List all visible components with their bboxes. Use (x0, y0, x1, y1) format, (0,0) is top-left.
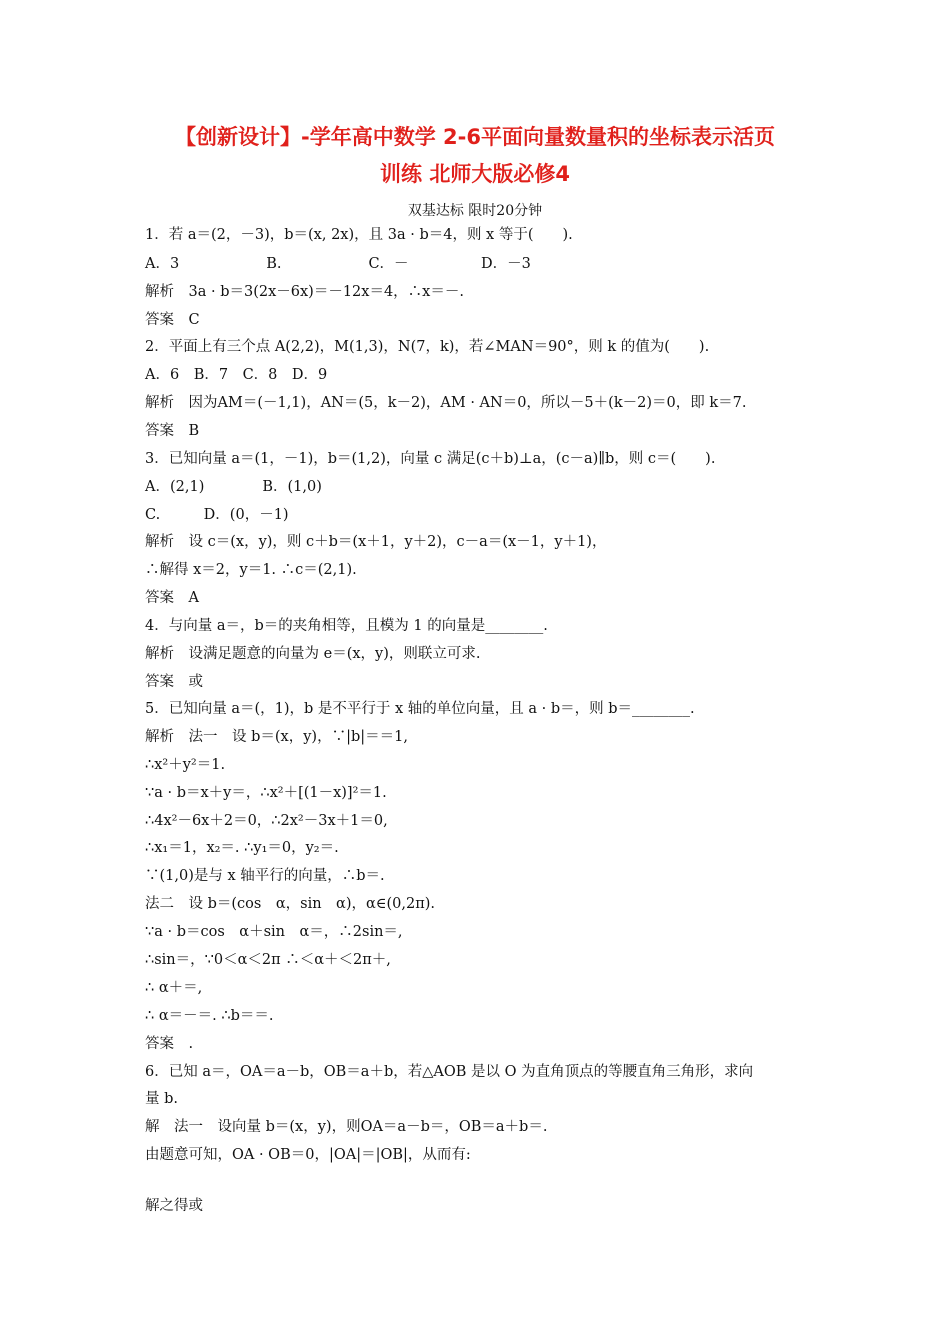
text-line: 解 法一 设向量 b＝(x，y)，则OA＝a－b＝，OB＝a＋b＝. (145, 1119, 548, 1135)
text-line: C. D．(0，－1) (145, 507, 289, 523)
text-line: ∵(1,0)是与 x 轴平行的向量，∴b＝. (145, 868, 385, 884)
text-line: A．3 B. C．－ D．－3 (145, 256, 531, 272)
text-line: 解析 法一 设 b＝(x，y)，∵|b|＝＝1, (145, 729, 408, 745)
text-line: 解析 设 c＝(x，y)，则 c＋b＝(x＋1，y＋2)，c－a＝(x－1，y＋1)， (145, 534, 607, 550)
text-line: 5．已知向量 a＝(，1)，b 是不平行于 x 轴的单位向量，且 a · b＝，则 b＝________. (145, 701, 695, 717)
text-line: 由题意可知，OA · OB＝0，|OA|＝|OB|，从而有: (145, 1147, 471, 1163)
text-line: 解析 3a · b＝3(2x－6x)＝－12x＝4，∴x＝－. (145, 284, 464, 300)
text-line: 答案 或 (145, 674, 203, 690)
text-line: ∴ α＋＝, (145, 980, 203, 996)
text-line: 2．平面上有三个点 A(2,2)，M(1,3)，N(7，k)，若∠MAN＝90°，则 k 的值为( ). (145, 339, 710, 355)
text-line: ∴x₁＝1，x₂＝. ∴y₁＝0，y₂＝. (145, 840, 339, 856)
text-line: 解析 设满足题意的向量为 e＝(x，y)，则联立可求. (145, 646, 481, 662)
text-line: 答案 B (145, 423, 200, 439)
text-line: A．6 B．7 C．8 D．9 (145, 367, 328, 383)
text-line: 3．已知向量 a＝(1，－1)，b＝(1,2)，向量 c 满足(c＋b)⊥a，(c－a)∥b，则 c＝( ). (145, 451, 716, 467)
document-subtitle: 双基达标 限时20分钟 (407, 203, 543, 219)
document-title-line-1: 【创新设计】-学年高中数学 2-6平面向量数量积的坐标表示活页 (175, 125, 775, 149)
text-line: 法二 设 b＝(cos α，sin α)，α∈(0,2π). (145, 896, 436, 912)
text-line: 量 b. (145, 1091, 179, 1107)
text-line: A．(2,1) B．(1,0) (145, 479, 322, 495)
text-line: 答案 A (145, 590, 199, 606)
text-line: 4．与向量 a＝，b＝的夹角相等，且模为 1 的向量是________. (145, 618, 548, 634)
text-line: ∴sin＝，∵0＜α＜2π ∴＜α＋＜2π＋, (145, 952, 391, 968)
text-line: 1．若 a＝(2，－3)，b＝(x, 2x)，且 3a · b＝4，则 x 等于( ). (145, 227, 573, 243)
text-line: ∴解得 x＝2，y＝1. ∴c＝(2,1). (145, 562, 357, 578)
text-line: ∴4x²－6x＋2＝0，∴2x²－3x＋1＝0, (145, 813, 388, 829)
text-line: 答案 . (145, 1036, 194, 1052)
document-title-line-2: 训练 北师大版必修4 (380, 162, 570, 186)
text-line: ∵a · b＝x＋y＝，∴x²＋[(1－x)]²＝1. (145, 785, 387, 801)
text-line: 6．已知 a＝，OA＝a－b，OB＝a＋b，若△AOB 是以 O 为直角顶点的等腰直角三角形，求向 (145, 1064, 754, 1080)
text-line: 解析 因为AM＝(－1,1)，AN＝(5，k－2)，AM · AN＝0，所以－5＋(k－2)＝0，即 k＝7. (145, 395, 747, 411)
text-line: ∴x²＋y²＝1. (145, 757, 226, 773)
text-line: 解之得或 (145, 1198, 203, 1214)
text-line: 答案 C (145, 312, 200, 328)
text-line: ∵a · b＝cos α＋sin α＝，∴2sin＝, (145, 924, 403, 940)
text-line: ∴ α＝－＝. ∴b＝＝. (145, 1008, 274, 1024)
